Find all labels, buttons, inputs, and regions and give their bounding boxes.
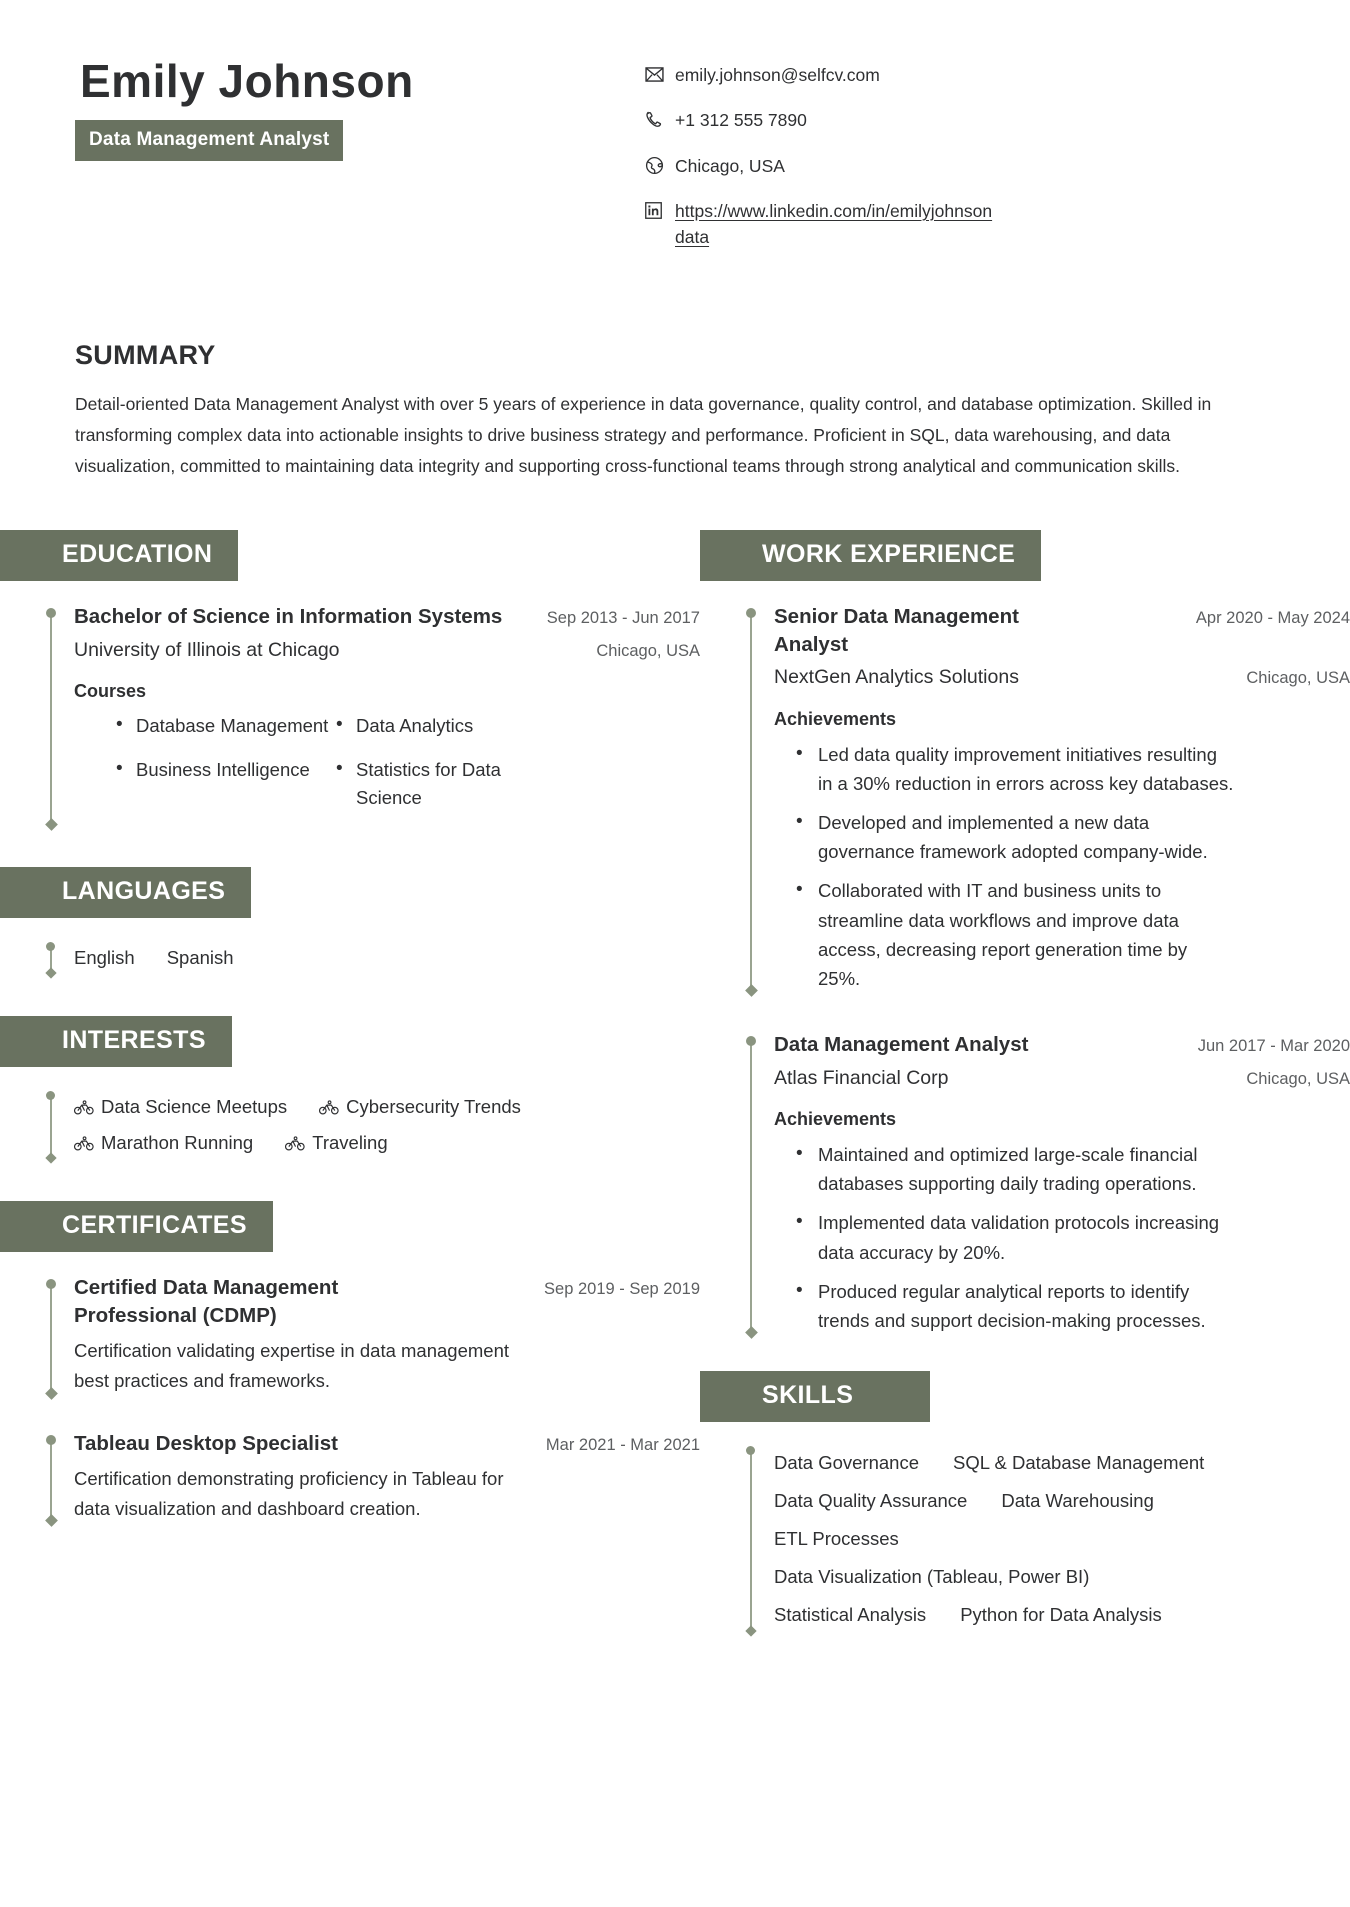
timeline-dot (746, 1036, 756, 1046)
achievement-item: • Implemented data validation protocols increasing data accuracy by 20%. (814, 1208, 1234, 1266)
course-item: • Data Analytics (334, 712, 554, 740)
timeline-dot (46, 1279, 56, 1289)
timeline-dot (46, 1435, 56, 1445)
work-location: Chicago, USA (1246, 669, 1350, 688)
languages-heading: LANGUAGES (0, 867, 251, 918)
contact-item-phone (645, 108, 1275, 133)
summary-text: Detail-oriented Data Management Analyst with over 5 years of experience in data governance, quality control, and database optimization. Skilled in transforming complex data into actionable insights to drive business strategy and performance. Proficient in SQL, data warehousing, and data visualization, committed to maintaining data integrity and supporting cross-functional teams through strong analytical and communication skills. (75, 393, 1212, 477)
skill-item: SQL & Database Management (953, 1452, 1205, 1474)
certificate-title: Tableau Desktop Specialist (74, 1431, 338, 1455)
bicycle-icon (74, 1136, 94, 1151)
certificate-entry (46, 1430, 700, 1524)
achievement-item: • Produced regular analytical reports to identify trends and support decision-making processes. (814, 1277, 1234, 1335)
timeline-line (50, 1283, 52, 1392)
timeline-diamond (745, 1625, 756, 1636)
work-company: NextGen Analytics Solutions (774, 666, 1019, 689)
timeline-dot (746, 608, 756, 618)
education-location: Chicago, USA (596, 641, 700, 660)
timeline-dot (46, 1091, 55, 1100)
interests-list (74, 1089, 594, 1161)
timeline-dot (46, 608, 56, 618)
education-entry (46, 603, 700, 827)
certificates-heading: CERTIFICATES (0, 1201, 273, 1252)
work-location: Chicago, USA (1246, 1069, 1350, 1088)
contact-item-location (645, 154, 1275, 179)
timeline-diamond (745, 1326, 758, 1339)
work-experience-entries (700, 603, 1350, 1335)
timeline-line (50, 1439, 52, 1521)
work-date: Jun 2017 - Mar 2020 (1197, 1037, 1350, 1056)
skill-item: Data Visualization (Tableau, Power BI) (774, 1566, 1090, 1588)
achievement-item: • Maintained and optimized large-scale financial databases supporting daily trading operations. (814, 1140, 1234, 1198)
candidate-name: Emily Johnson (80, 55, 414, 107)
language-item: Spanish (166, 947, 234, 969)
summary-heading: SUMMARY (75, 339, 216, 370)
resume-header (0, 0, 1350, 270)
globe-icon (645, 154, 675, 176)
skills-entry (746, 1444, 1350, 1634)
education-date: Sep 2013 - Jun 2017 (546, 609, 700, 628)
education-heading: EDUCATION (0, 530, 238, 581)
skills-list (774, 1444, 1350, 1634)
skills-row (774, 1482, 1350, 1520)
certificate-date: Mar 2021 - Mar 2021 (545, 1435, 700, 1454)
right-column (700, 530, 1350, 1634)
work-achievements-label: Achievements (774, 708, 897, 729)
languages-entry (46, 940, 700, 976)
skill-item: Data Warehousing (1001, 1490, 1154, 1512)
interests-section (0, 1016, 700, 1161)
work-role: Senior Data Management Analyst (774, 605, 1019, 656)
interest-label: Traveling (312, 1132, 388, 1154)
languages-section (0, 867, 700, 976)
interests-entry (46, 1089, 700, 1161)
work-achievements-list (774, 1140, 1350, 1335)
interest-item (285, 1125, 387, 1161)
timeline-line (750, 1450, 752, 1628)
bicycle-icon (74, 1100, 94, 1115)
phone-icon (645, 108, 675, 130)
header-identity (75, 55, 635, 161)
certificate-description: Certification demonstrating proficiency in Tableau for data visualization and dashboard creation. (74, 1468, 504, 1519)
interests-heading: INTERESTS (0, 1016, 232, 1067)
education-section (0, 530, 700, 827)
contact-item-linkedin (645, 199, 1275, 250)
envelope-icon (645, 63, 675, 85)
work-date: Apr 2020 - May 2024 (1195, 609, 1350, 628)
left-column (0, 530, 700, 1523)
contact-phone-value[interactable]: +1 312 555 7890 (675, 110, 807, 131)
education-entries (0, 603, 700, 827)
work-achievements-list (774, 740, 1350, 994)
timeline-dot (46, 942, 55, 951)
certificate-date: Sep 2019 - Sep 2019 (544, 1280, 700, 1299)
work-company: Atlas Financial Corp (774, 1066, 949, 1089)
timeline-line (750, 612, 752, 990)
work-entry (746, 603, 1350, 993)
interest-item (74, 1089, 287, 1125)
skills-row (774, 1520, 1350, 1558)
contact-location-value: Chicago, USA (675, 155, 785, 176)
work-role: Data Management Analyst (774, 1033, 1029, 1057)
timeline-diamond (45, 1514, 58, 1527)
work-entry (746, 1031, 1350, 1335)
resume-body-columns (0, 530, 1350, 1634)
work-experience-heading: WORK EXPERIENCE (700, 530, 1041, 581)
skills-heading: SKILLS (700, 1371, 930, 1422)
timeline-diamond (45, 1387, 58, 1400)
contact-list (635, 55, 1275, 270)
skills-row (774, 1558, 1350, 1596)
course-item: • Business Intelligence (114, 756, 334, 812)
skill-item: ETL Processes (774, 1528, 899, 1550)
education-school: University of Illinois at Chicago (74, 638, 340, 661)
timeline-line (50, 612, 52, 824)
language-item: English (74, 947, 135, 969)
interest-label: Marathon Running (101, 1132, 254, 1154)
timeline-diamond (745, 984, 758, 997)
work-achievements-label: Achievements (774, 1108, 897, 1129)
certificates-entries (0, 1274, 700, 1523)
skill-item: Data Governance (774, 1452, 920, 1474)
skill-item: Data Quality Assurance (774, 1490, 968, 1512)
timeline-dot (746, 1446, 755, 1455)
skills-row (774, 1444, 1350, 1482)
interest-item (74, 1125, 253, 1161)
timeline-line (50, 1095, 52, 1155)
bicycle-icon (319, 1100, 339, 1115)
achievement-item: • Collaborated with IT and business units to streamline data workflows and improve data access, decreasing report generation time by 25%. (814, 876, 1234, 993)
contact-item-email (645, 63, 1275, 88)
skill-item: Statistical Analysis (774, 1603, 927, 1625)
certificate-entry (46, 1274, 700, 1395)
contact-linkedin-value[interactable]: https://www.linkedin.com/in/emilyjohnson data (675, 201, 993, 247)
work-experience-section (700, 530, 1350, 1335)
skills-row (774, 1596, 1350, 1634)
course-item: • Database Management (114, 712, 334, 740)
skills-section (700, 1371, 1350, 1634)
certificate-title: Certified Data Management Professional (CDMP) (74, 1276, 339, 1327)
timeline-line (750, 1040, 752, 1332)
contact-email-value[interactable]: emily.johnson@selfcv.com (675, 65, 880, 85)
interest-item (319, 1089, 521, 1125)
course-item: • Statistics for Data Science (334, 756, 554, 812)
education-courses-list (74, 712, 554, 827)
achievement-item: • Led data quality improvement initiatives resulting in a 30% reduction in errors across key databases. (814, 740, 1234, 798)
candidate-job-title: Data Management Analyst (75, 120, 343, 161)
languages-list (74, 940, 700, 976)
education-degree: Bachelor of Science in Information Systems (74, 605, 503, 629)
education-courses-label: Courses (74, 681, 147, 702)
summary-section (0, 340, 1350, 482)
achievement-item: • Developed and implemented a new data governance framework adopted company-wide. (814, 808, 1234, 866)
bicycle-icon (285, 1136, 305, 1151)
interest-label: Cybersecurity Trends (346, 1096, 521, 1118)
certificates-section (0, 1201, 700, 1523)
linkedin-icon (645, 199, 675, 221)
certificate-description: Certification validating expertise in data management best practices and frameworks. (74, 1340, 509, 1391)
skill-item: Python for Data Analysis (960, 1603, 1162, 1625)
interest-label: Data Science Meetups (101, 1096, 288, 1118)
